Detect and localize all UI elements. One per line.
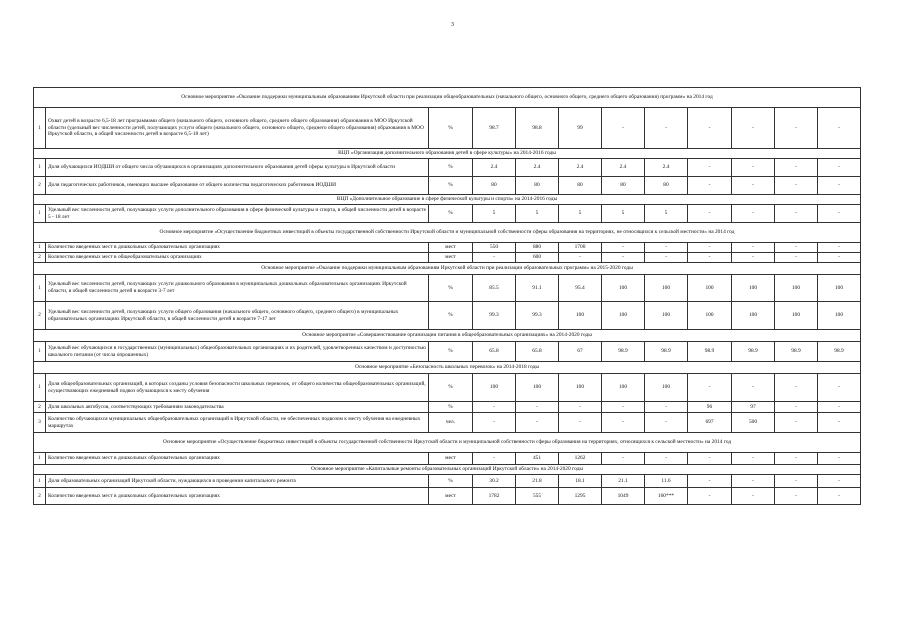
indicator-name: Количество введенных мест в дошкольных образовательных организациях [46, 243, 429, 253]
indicator-name: Количество обучающихся муниципальных общеобразовательных организаций в Иркутской области, не обеспеченных подвозом к месту обучения на ежедневных маршрутах [46, 413, 429, 433]
value-cell: 65.8 [516, 342, 559, 362]
indicator-name: Доля педагогических работников, имеющих высшее образование от общего количества педагогических работников ИОДШИ [46, 177, 429, 195]
value-cell: 1782 [473, 488, 516, 505]
value-cell: - [688, 159, 732, 177]
value-cell: - [602, 108, 645, 149]
page-number: 3 [451, 22, 454, 28]
value-cell: - [645, 453, 688, 465]
section-title: Основное мероприятие «Совершенствование организации питания в общеобразовательных организациях» на 2014-2020 годы [34, 330, 861, 342]
table-row [34, 453, 861, 465]
value-cell: 80 [473, 177, 516, 195]
value-cell: 98.9 [732, 342, 775, 362]
unit-cell: мест [429, 243, 473, 253]
row-number: 1 [34, 453, 46, 465]
value-cell: - [818, 177, 861, 195]
value-cell: - [559, 253, 602, 263]
row-number: 1 [34, 108, 46, 149]
value-cell: - [473, 453, 516, 465]
row-number: 1 [34, 475, 46, 488]
value-cell: - [602, 453, 645, 465]
unit-cell: % [429, 159, 473, 177]
value-cell: - [688, 108, 732, 149]
value-cell: 100 [516, 374, 559, 402]
indicator-name: Доля обучающихся ИОДШИ от общего числа обучающихся в организациях дополнительного образования детей сферы культуры в Иркутской области [46, 159, 429, 177]
value-cell: - [775, 488, 818, 505]
value-cell: - [775, 108, 818, 149]
value-cell: - [732, 243, 775, 253]
table-row [34, 413, 861, 433]
row-number: 2 [34, 302, 46, 330]
value-cell: 98.9 [688, 342, 732, 362]
value-cell: 2.4 [602, 159, 645, 177]
value-cell: 18.1 [559, 475, 602, 488]
unit-cell: % [429, 402, 473, 413]
value-cell: - [732, 205, 775, 223]
value-cell: 880 [516, 243, 559, 253]
value-cell: 100 [602, 275, 645, 302]
value-cell: 21.1 [602, 475, 645, 488]
value-cell: 85.5 [473, 275, 516, 302]
value-cell: 98.7 [473, 108, 516, 149]
value-cell: 21.8 [516, 475, 559, 488]
section-header-row [34, 195, 861, 205]
value-cell: - [818, 243, 861, 253]
indicator-name: Количество введенных мест в дошкольных образовательных организациях [46, 488, 429, 505]
indicator-name: Удельный вес численности детей, получающих услуги дополнительного образования в сфере физической культуры и спорта, в общей численности детей в возрасте 5 - 18 лет [46, 205, 429, 223]
section-title: Основное мероприятие «Осуществление бюджетных инвестиций в объекты государственной собственности Иркутской области и муниципальной собственности сферы образования на территориях, относящихся к сельской местности» на 2014 год [34, 433, 861, 453]
value-cell: 100 [473, 374, 516, 402]
value-cell: 500 [732, 413, 775, 433]
value-cell: - [688, 453, 732, 465]
value-cell: 100 [602, 302, 645, 330]
value-cell: - [818, 413, 861, 433]
value-cell: 2.4 [473, 159, 516, 177]
section-title: ВЦП «Дополнительное образование в сфере физической культуры и спорта» на 2014-2016 годы [34, 195, 861, 205]
row-number: 2 [34, 177, 46, 195]
value-cell: - [775, 205, 818, 223]
value-cell: 2.4 [559, 159, 602, 177]
value-cell: 100 [732, 302, 775, 330]
value-cell: 100 [645, 302, 688, 330]
row-number: 1 [34, 159, 46, 177]
value-cell: 98.9 [818, 342, 861, 362]
unit-cell: чел. [429, 413, 473, 433]
value-cell: - [688, 177, 732, 195]
row-number: 1 [34, 243, 46, 253]
table-row [34, 275, 861, 302]
value-cell: - [516, 402, 559, 413]
value-cell: 80 [602, 177, 645, 195]
unit-cell: % [429, 302, 473, 330]
value-cell: 2.4 [516, 159, 559, 177]
value-cell: 98.8 [516, 108, 559, 149]
unit-cell: % [429, 177, 473, 195]
section-header-row [34, 465, 861, 475]
value-cell: - [732, 253, 775, 263]
value-cell: - [818, 475, 861, 488]
value-cell: - [559, 413, 602, 433]
indicator-name: Доля школьных автобусов, соответствующих требованиям законодательства [46, 402, 429, 413]
value-cell: - [688, 253, 732, 263]
table-row [34, 342, 861, 362]
value-cell: - [775, 177, 818, 195]
value-cell: - [645, 413, 688, 433]
section-title: ВЦП «Организация дополнительного образования детей в сфере культуры» на 2014-2016 годы [34, 149, 861, 159]
value-cell: 67 [559, 342, 602, 362]
value-cell: - [732, 108, 775, 149]
table-row [34, 402, 861, 413]
unit-cell: % [429, 342, 473, 362]
value-cell: - [775, 243, 818, 253]
indicator-name: Удельный вес обучающихся в государственных (муниципальных) общеобразовательных организациях и их родителей, удовлетворенных качеством и доступностью школьного питания (от числа опрошенных) [46, 342, 429, 362]
table-row [34, 108, 861, 149]
unit-cell: % [429, 374, 473, 402]
value-cell: 80 [559, 177, 602, 195]
indicator-name: Удельный вес численности детей, получающих услуги дошкольного образования в муниципальных дошкольных образовательных организациях Иркутской области, в общей численности детей в возрасте 3-7 лет [46, 275, 429, 302]
value-cell: - [473, 402, 516, 413]
section-title: Основное мероприятие «Капитальные ремонты образовательных организаций Иркутской области» на 2014-2020 годы [34, 465, 861, 475]
value-cell: 100 [645, 374, 688, 402]
value-cell: - [775, 402, 818, 413]
unit-cell: % [429, 205, 473, 223]
section-header-row [34, 362, 861, 374]
value-cell: 80 [645, 177, 688, 195]
value-cell: - [775, 159, 818, 177]
value-cell: - [818, 488, 861, 505]
indicators-table [33, 87, 861, 505]
value-cell: 99.3 [516, 302, 559, 330]
row-number: 1 [34, 374, 46, 402]
value-cell: - [818, 402, 861, 413]
section-header-row [34, 223, 861, 243]
table-row [34, 177, 861, 195]
value-cell: 96 [688, 402, 732, 413]
unit-cell: мест [429, 253, 473, 263]
value-cell: 100 [818, 302, 861, 330]
indicator-name: Количество введенных мест в дошкольных образовательных организациях [46, 453, 429, 465]
value-cell: 99 [559, 108, 602, 149]
value-cell: - [516, 413, 559, 433]
table-row [34, 253, 861, 263]
indicator-name: Доля общеобразовательных организаций, в которых созданы условия безопасности школьных перевозок, от общего количества общеобразовательных организаций, осуществляющих ежедневный подвоз обучающихся к месту обучения [46, 374, 429, 402]
value-cell: 100 [559, 302, 602, 330]
value-cell: - [688, 475, 732, 488]
value-cell: - [688, 205, 732, 223]
value-cell: - [473, 253, 516, 263]
value-cell: 100 [775, 275, 818, 302]
value-cell: 100 [688, 275, 732, 302]
value-cell: 550 [473, 243, 516, 253]
table-row [34, 374, 861, 402]
value-cell: 99.3 [473, 302, 516, 330]
value-cell: 697 [688, 413, 732, 433]
value-cell: 160*** [645, 488, 688, 505]
table-row [34, 243, 861, 253]
section-title: Основное мероприятие «Безопасность школьных перевозок» на 2014-2018 годы [34, 362, 861, 374]
unit-cell: % [429, 275, 473, 302]
value-cell: - [775, 453, 818, 465]
section-header-row [34, 149, 861, 159]
value-cell: 2.4 [645, 159, 688, 177]
value-cell: 80 [516, 177, 559, 195]
value-cell: - [732, 488, 775, 505]
value-cell: 451 [516, 453, 559, 465]
table-row [34, 302, 861, 330]
value-cell: 97 [732, 402, 775, 413]
section-header-row [34, 263, 861, 275]
value-cell: 100 [602, 374, 645, 402]
unit-cell: % [429, 108, 473, 149]
value-cell: - [602, 243, 645, 253]
value-cell: - [645, 108, 688, 149]
value-cell: - [602, 253, 645, 263]
indicator-name: Удельный вес численности детей, получающих услуги общего образования (начального общего, основного общего, среднего общего) в муниципальных образовательных организациях Иркутской области, в общей численности детей в возрасте 7-17 лет [46, 302, 429, 330]
value-cell: 98.9 [645, 342, 688, 362]
value-cell: - [732, 177, 775, 195]
row-number: 2 [34, 402, 46, 413]
value-cell: - [775, 475, 818, 488]
value-cell: 5 [473, 205, 516, 223]
section-title: Основное мероприятие «Оказание поддержки муниципальным образованиям Иркутской области при реализации общеобразовательных (начального общего, основного общего, среднего общего образования) программ» на 2014 год [34, 88, 861, 108]
value-cell: - [818, 374, 861, 402]
value-cell: 5 [645, 205, 688, 223]
value-cell: 5 [559, 205, 602, 223]
value-cell: 555 [516, 488, 559, 505]
value-cell: - [473, 413, 516, 433]
value-cell: - [645, 402, 688, 413]
unit-cell: мест [429, 488, 473, 505]
table-row [34, 475, 861, 488]
value-cell: - [559, 402, 602, 413]
value-cell: 1700 [559, 243, 602, 253]
value-cell: 91.1 [516, 275, 559, 302]
value-cell: 100 [645, 275, 688, 302]
value-cell: - [775, 413, 818, 433]
value-cell: - [732, 159, 775, 177]
value-cell: 100 [732, 275, 775, 302]
value-cell: 1295 [559, 488, 602, 505]
value-cell: - [818, 205, 861, 223]
table-row [34, 205, 861, 223]
indicator-name: Количество введенных мест в общеобразовательных организациях [46, 253, 429, 263]
value-cell: 95.4 [559, 275, 602, 302]
value-cell: - [602, 402, 645, 413]
value-cell: 98.9 [775, 342, 818, 362]
row-number: 1 [34, 342, 46, 362]
value-cell: - [775, 253, 818, 263]
value-cell: 65.8 [473, 342, 516, 362]
value-cell: - [732, 453, 775, 465]
value-cell: 600 [516, 253, 559, 263]
value-cell: 98.9 [602, 342, 645, 362]
row-number: 2 [34, 488, 46, 505]
indicator-name: Доля образовательных организаций Иркутской области, нуждающихся в проведении капитального ремонта [46, 475, 429, 488]
row-number: 1 [34, 275, 46, 302]
value-cell: - [602, 413, 645, 433]
value-cell: - [645, 253, 688, 263]
value-cell: 100 [559, 374, 602, 402]
value-cell: 100 [775, 302, 818, 330]
row-number: 2 [34, 253, 46, 263]
value-cell: - [688, 374, 732, 402]
section-title: Основное мероприятие «Оказание поддержки муниципальным образованиям Иркутской области при реализации образовательных программ» на 2015-2020 годы [34, 263, 861, 275]
unit-cell: % [429, 475, 473, 488]
value-cell: - [645, 243, 688, 253]
value-cell: - [818, 108, 861, 149]
table-row [34, 159, 861, 177]
value-cell: 5 [602, 205, 645, 223]
unit-cell: мест [429, 453, 473, 465]
value-cell: 100 [688, 302, 732, 330]
table-row [34, 488, 861, 505]
row-number: 3 [34, 413, 46, 433]
value-cell: 30.2 [473, 475, 516, 488]
value-cell: - [688, 488, 732, 505]
value-cell: 5 [516, 205, 559, 223]
row-number: 1 [34, 205, 46, 223]
value-cell: 100 [818, 275, 861, 302]
value-cell: - [818, 253, 861, 263]
value-cell: - [818, 453, 861, 465]
section-header-row [34, 433, 861, 453]
value-cell: - [688, 243, 732, 253]
section-header-row [34, 88, 861, 108]
value-cell: - [732, 374, 775, 402]
value-cell: 11.6 [645, 475, 688, 488]
value-cell: 1262 [559, 453, 602, 465]
section-header-row [34, 330, 861, 342]
value-cell: - [818, 159, 861, 177]
indicator-name: Охват детей в возрасте 6,5-18 лет программами общего (начального общего, основного общего, среднего общего образования) образования в МОО Иркутской области (удельный вес численности детей, получающих услуги общего (начального общего, основного общего, среднего общего образования) образования в МОО Иркутской области, в общей численности детей в возрасте 6,5-18 лет) [46, 108, 429, 149]
section-title: Основное мероприятие «Осуществление бюджетных инвестиций в объекты государственной собственности Иркутской области и муниципальной собственности сферы образования на территориях, не относящихся к сельской местности» на 2014 год [34, 223, 861, 243]
value-cell: - [732, 475, 775, 488]
value-cell: 1049 [602, 488, 645, 505]
value-cell: - [775, 374, 818, 402]
